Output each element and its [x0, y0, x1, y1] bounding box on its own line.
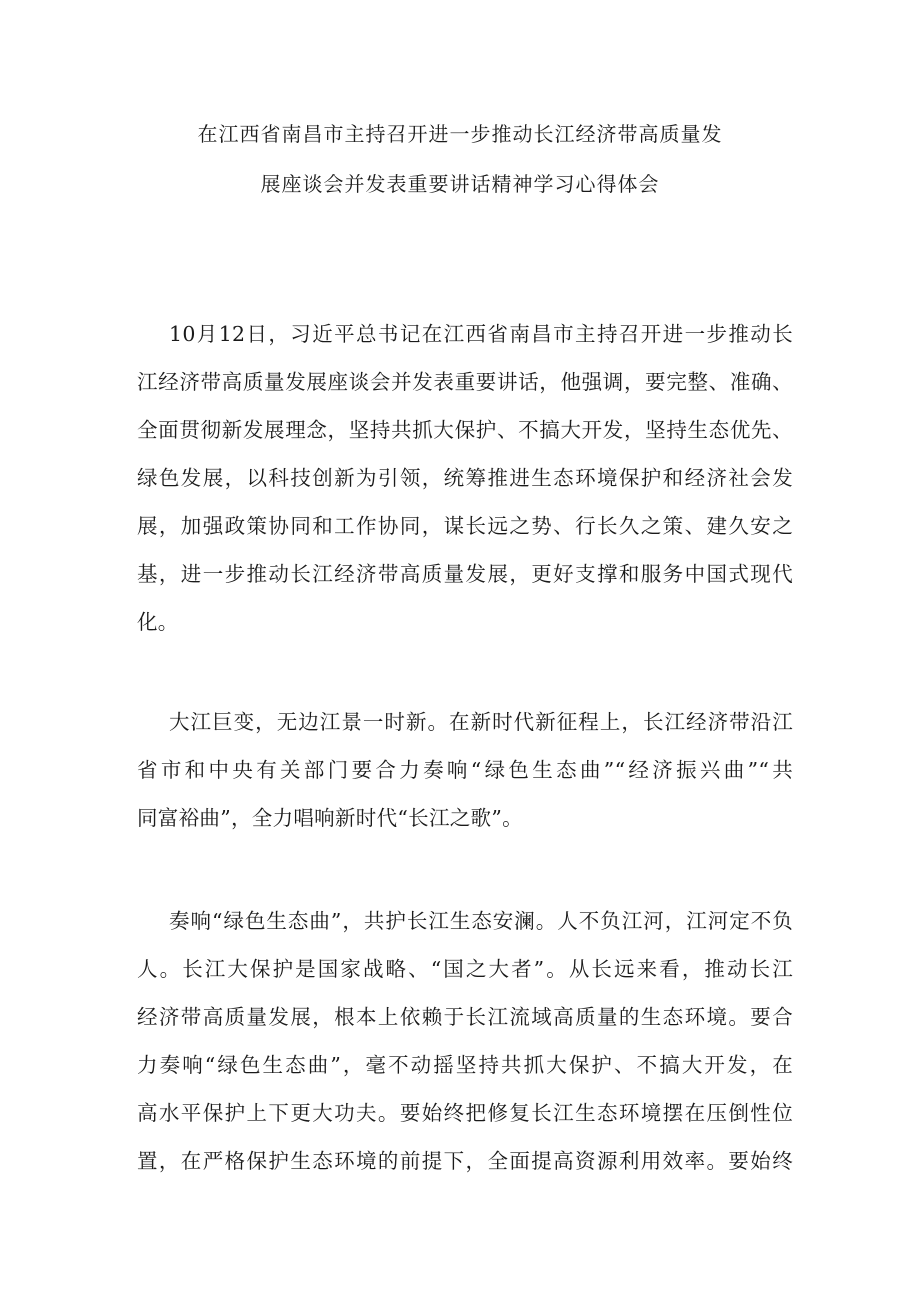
paragraph-line: 省市和中央有关部门要合力奏响“绿色生态曲”“经济振兴曲”“共	[137, 758, 793, 782]
paragraph-line: 高水平保护上下更大功夫。要始终把修复长江生态环境摆在压倒性位	[137, 1101, 793, 1125]
document-title-line-1: 在江西省南昌市主持召开进一步推动长江经济带高质量发	[197, 122, 723, 146]
paragraph-line: 10月12日，习近平总书记在江西省南昌市主持召开进一步推动长	[169, 322, 793, 346]
paragraph-1	[137, 310, 793, 646]
paragraph-line: 力奏响“绿色生态曲”，毫不动摇坚持共抓大保护、不搞大开发，在	[137, 1053, 793, 1077]
paragraph-line: 同富裕曲”，全力唱响新时代“长江之歌”。	[137, 806, 523, 830]
paragraph-line: 全面贯彻新发展理念，坚持共抓大保护、不搞大开发，坚持生态优先、	[137, 418, 793, 442]
paragraph-line: 化。	[137, 610, 179, 634]
paragraph-line: 基，进一步推动长江经济带高质量发展，更好支撑和服务中国式现代	[137, 562, 793, 586]
document-title-line-2: 展座谈会并发表重要讲话精神学习心得体会	[260, 172, 660, 196]
paragraph-2	[137, 698, 793, 842]
paragraph-line: 经济带高质量发展，根本上依赖于长江流域高质量的生态环境。要合	[137, 1005, 793, 1029]
paragraph-line: 置，在严格保护生态环境的前提下，全面提高资源利用效率。要始终	[137, 1149, 793, 1173]
paragraph-line: 展，加强政策协同和工作协同，谋长远之势、行长久之策、建久安之	[137, 514, 793, 538]
paragraph-line: 绿色发展，以科技创新为引领，统筹推进生态环境保护和经济社会发	[137, 466, 793, 490]
paragraph-line: 大江巨变，无边江景一时新。在新时代新征程上，长江经济带沿江	[169, 710, 793, 734]
paragraph-line: 人。长江大保护是国家战略、“国之大者”。从长远来看，推动长江	[137, 957, 793, 981]
paragraph-3	[137, 897, 793, 1185]
paragraph-line: 奏响“绿色生态曲”，共护长江生态安澜。人不负江河，江河定不负	[169, 909, 793, 933]
paragraph-line: 江经济带高质量发展座谈会并发表重要讲话，他强调，要完整、准确、	[137, 370, 793, 394]
